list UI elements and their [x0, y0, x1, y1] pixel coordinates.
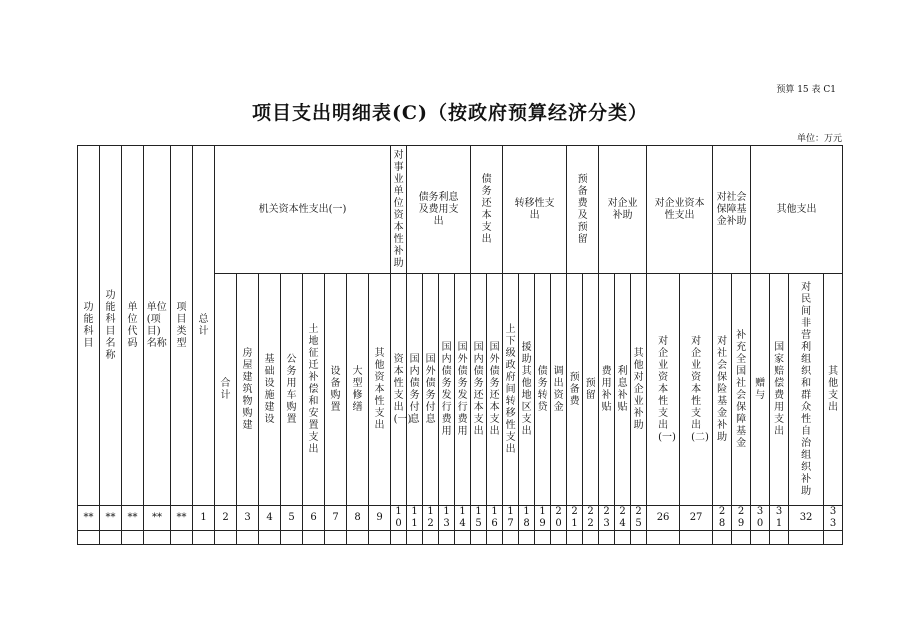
group-header: 债务还本支出	[471, 146, 503, 274]
group-header: 机关资本性支出(一)	[215, 146, 391, 274]
col-header: 国内债务付息	[407, 274, 423, 506]
col-header: 国内债务发行费用	[439, 274, 455, 506]
table-cell[interactable]	[439, 531, 455, 545]
table-cell[interactable]	[599, 531, 615, 545]
col-header: 合计	[215, 274, 237, 506]
code-cell: 14	[455, 506, 471, 531]
col-header: 土地征迁补偿和安置支出	[303, 274, 325, 506]
col-header: 利息补贴	[615, 274, 631, 506]
table-cell[interactable]	[100, 531, 122, 545]
code-cell: 15	[471, 506, 487, 531]
code-row	[78, 506, 843, 531]
code-cell: 32	[789, 506, 824, 531]
table-cell[interactable]	[535, 531, 551, 545]
table-cell[interactable]	[503, 531, 519, 545]
col-header: 对社会保险基金补助	[713, 274, 732, 506]
code-cell: 12	[423, 506, 439, 531]
table-cell[interactable]	[471, 531, 487, 545]
col-header: 功能科目名称	[100, 146, 122, 506]
col-header: 调出资金	[551, 274, 567, 506]
code-cell: 20	[551, 506, 567, 531]
table-cell[interactable]	[303, 531, 325, 545]
group-header: 对企业补助	[599, 146, 647, 274]
table-cell[interactable]	[713, 531, 732, 545]
col-header: 国外债务还本支出	[487, 274, 503, 506]
code-cell: 19	[535, 506, 551, 531]
col-header: 对民间非营利组织和群众性自治组织补助	[789, 274, 824, 506]
col-header: 基础设施建设	[259, 274, 281, 506]
code-cell: 30	[751, 506, 770, 531]
table-cell[interactable]	[423, 531, 439, 545]
table-cell[interactable]	[455, 531, 471, 545]
code-cell: **	[78, 506, 100, 531]
col-header: 国外债务发行费用	[455, 274, 471, 506]
col-header: 项目类型	[171, 146, 193, 506]
col-header: 其他资本性支出	[369, 274, 391, 506]
table-cell[interactable]	[647, 531, 680, 545]
group-header: 其他支出	[751, 146, 843, 274]
table-cell[interactable]	[122, 531, 144, 545]
table-cell[interactable]	[631, 531, 647, 545]
table-cell[interactable]	[751, 531, 770, 545]
table-cell[interactable]	[615, 531, 631, 545]
budget-table	[77, 145, 843, 545]
table-cell[interactable]	[347, 531, 369, 545]
table-cell[interactable]	[732, 531, 751, 545]
code-cell: 24	[615, 506, 631, 531]
code-cell: 17	[503, 506, 519, 531]
table-cell[interactable]	[171, 531, 193, 545]
table-cell[interactable]	[567, 531, 583, 545]
table-cell[interactable]	[487, 531, 503, 545]
table-cell[interactable]	[583, 531, 599, 545]
group-header-row	[78, 146, 843, 274]
col-header: 补充全国社会保障基金	[732, 274, 751, 506]
table-cell[interactable]	[325, 531, 347, 545]
code-cell: 7	[325, 506, 347, 531]
table-cell[interactable]	[193, 531, 215, 545]
unit-label: 单位：万元	[796, 134, 842, 144]
col-header: 单位(项目)名称	[144, 146, 171, 506]
group-header: 对社会保障基金补助	[713, 146, 751, 274]
col-header: 对企业资本性支出(一)	[647, 274, 680, 506]
group-header: 债务利息及费用支出	[407, 146, 471, 274]
code-cell: **	[100, 506, 122, 531]
code-cell: 27	[680, 506, 713, 531]
col-header: 对企业资本性支出(二)	[680, 274, 713, 506]
code-cell: 26	[647, 506, 680, 531]
table-cell[interactable]	[789, 531, 824, 545]
table-cell[interactable]	[281, 531, 303, 545]
code-cell: 8	[347, 506, 369, 531]
page-title: 项目支出明细表(C)（按政府预算经济分类）	[251, 102, 649, 124]
code-cell: 16	[487, 506, 503, 531]
code-cell: **	[171, 506, 193, 531]
table-cell[interactable]	[770, 531, 789, 545]
code-cell: 2	[215, 506, 237, 531]
form-code: 预算 15 表 C1	[776, 85, 836, 95]
table-cell[interactable]	[237, 531, 259, 545]
col-header: 国家赔偿费用支出	[770, 274, 789, 506]
code-cell: 6	[303, 506, 325, 531]
code-cell: 5	[281, 506, 303, 531]
code-cell: 31	[770, 506, 789, 531]
code-cell: 13	[439, 506, 455, 531]
col-header: 总计	[193, 146, 215, 506]
table-cell[interactable]	[519, 531, 535, 545]
table-cell[interactable]	[824, 531, 843, 545]
code-cell: 29	[732, 506, 751, 531]
table-cell[interactable]	[215, 531, 237, 545]
col-header: 国外债务付息	[423, 274, 439, 506]
code-cell: 33	[824, 506, 843, 531]
group-header: 对事业单位资本性补助	[391, 146, 407, 274]
col-header: 预备费	[567, 274, 583, 506]
table-cell[interactable]	[369, 531, 391, 545]
col-header: 单位代码	[122, 146, 144, 506]
col-header: 国内债务还本支出	[471, 274, 487, 506]
col-header: 其他对企业补助	[631, 274, 647, 506]
col-header: 资本性支出(一)	[391, 274, 407, 506]
col-header: 上下级政府间转移性支出	[503, 274, 519, 506]
code-cell: 3	[237, 506, 259, 531]
code-cell: 23	[599, 506, 615, 531]
code-cell: 22	[583, 506, 599, 531]
col-header: 赠与	[751, 274, 770, 506]
code-cell: 1	[193, 506, 215, 531]
code-cell: 4	[259, 506, 281, 531]
col-header: 功能科目	[78, 146, 100, 506]
code-cell: 18	[519, 506, 535, 531]
col-header: 公务用车购置	[281, 274, 303, 506]
code-cell: 11	[407, 506, 423, 531]
table-cell[interactable]	[680, 531, 713, 545]
code-cell: 28	[713, 506, 732, 531]
table-cell[interactable]	[551, 531, 567, 545]
data-row	[78, 531, 843, 545]
table-cell[interactable]	[78, 531, 100, 545]
col-header: 房屋建筑物购建	[237, 274, 259, 506]
code-cell: **	[144, 506, 171, 531]
group-header: 转移性支出	[503, 146, 567, 274]
table-cell[interactable]	[144, 531, 171, 545]
col-header: 债务转贷	[535, 274, 551, 506]
code-cell: **	[122, 506, 144, 531]
group-header: 预备费及预留	[567, 146, 599, 274]
code-cell: 21	[567, 506, 583, 531]
code-cell: 9	[369, 506, 391, 531]
table-cell[interactable]	[391, 531, 407, 545]
col-header: 其他支出	[824, 274, 843, 506]
col-header: 大型修缮	[347, 274, 369, 506]
table-cell[interactable]	[407, 531, 423, 545]
code-cell: 10	[391, 506, 407, 531]
table-cell[interactable]	[259, 531, 281, 545]
col-header: 预留	[583, 274, 599, 506]
col-header: 设备购置	[325, 274, 347, 506]
group-header: 对企业资本性支出	[647, 146, 713, 274]
code-cell: 25	[631, 506, 647, 531]
col-header: 费用补贴	[599, 274, 615, 506]
col-header: 援助其他地区支出	[519, 274, 535, 506]
